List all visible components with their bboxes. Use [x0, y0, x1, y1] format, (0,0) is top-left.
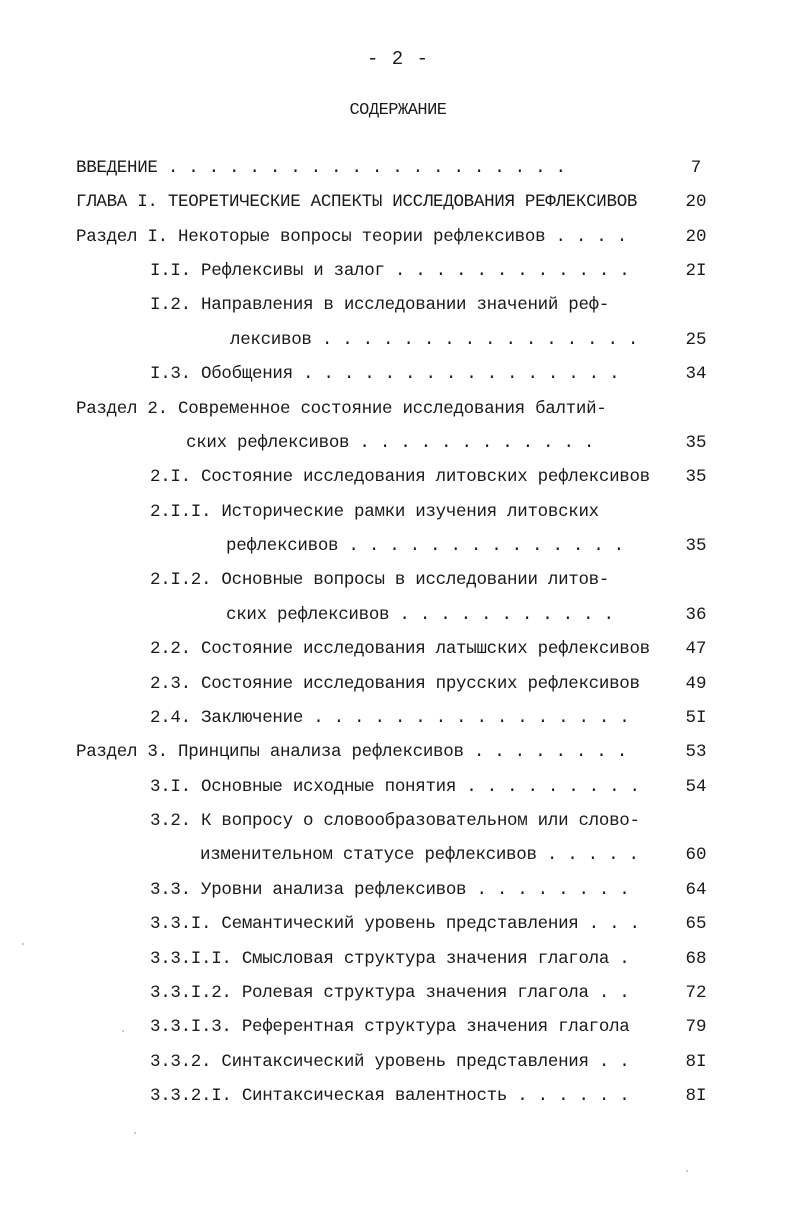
toc-entry-page: 54: [685, 777, 707, 797]
toc-entry-page: 35: [685, 536, 707, 556]
toc-entry-text: I.2. Направления в исследовании значений реф-: [150, 295, 610, 315]
toc-entry-text: 2.3. Состояние исследования прусских рефлексивов: [150, 674, 640, 694]
toc-entry-text: 2.4. Заключение . . . . . . . . . . . . . . . .: [150, 708, 630, 728]
toc-entry-text: 2.2. Состояние исследования латышских рефлексивов: [150, 639, 650, 659]
toc-entry-text: 3.3.I.3. Референтная структура значения глагола: [150, 1017, 630, 1037]
toc-title: СОДЕРЖАНИЕ: [349, 101, 447, 120]
toc-entry-page: 20: [685, 227, 707, 247]
toc-entry-text: 3.3.I. Семантический уровень представления . . .: [150, 914, 640, 934]
toc-entry-text: Раздел 3. Принципы анализа рефлексивов . . . . . . . .: [76, 742, 627, 762]
toc-entry-page: 20: [685, 192, 707, 212]
toc-entry-page: 72: [685, 983, 707, 1003]
toc-entry-text: изменительном статусе рефлексивов . . . . .: [200, 845, 639, 865]
toc-entry-text: 3.3. Уровни анализа рефлексивов . . . . . . . .: [150, 880, 630, 900]
toc-entry-text: лексивов . . . . . . . . . . . . . . . .: [230, 330, 639, 350]
scan-speck: [686, 1170, 688, 1172]
toc-entry-page: 35: [685, 467, 707, 487]
toc-entry-page: 7: [690, 158, 702, 178]
toc-entry-text: 2.I.I. Исторические рамки изучения литовских: [150, 502, 599, 522]
toc-entry-text: 3.3.I.2. Ролевая структура значения глагола . .: [150, 983, 630, 1003]
toc-entry-page: 34: [685, 364, 707, 384]
scan-speck: [22, 943, 24, 945]
toc-entry-text: 3.3.I.I. Смысловая структура значения глагола .: [150, 949, 630, 969]
scan-speck: [122, 1030, 124, 1032]
toc-entry-page: 2I: [685, 261, 707, 281]
toc-entry-text: 2.I.2. Основные вопросы в исследовании литов-: [150, 570, 610, 590]
page-number: - 2 -: [366, 48, 429, 70]
toc-entry-text: ских рефлексивов . . . . . . . . . . .: [226, 605, 614, 625]
toc-entry-text: ских рефлексивов . . . . . . . . . . . .: [186, 433, 595, 453]
toc-entry-text: ВВЕДЕНИЕ . . . . . . . . . . . . . . . . . . . .: [76, 158, 566, 178]
toc-entry-text: рефлексивов . . . . . . . . . . . . . .: [226, 536, 624, 556]
scan-speck: [134, 1132, 136, 1134]
toc-entry-page: 79: [685, 1017, 707, 1037]
toc-entry-text: Раздел 2. Современное состояние исследования балтий-: [76, 399, 607, 419]
toc-entry-text: I.3. Обобщения . . . . . . . . . . . . . . . .: [150, 364, 620, 384]
toc-entry-text: 3.I. Основные исходные понятия . . . . . . . . .: [150, 777, 640, 797]
toc-entry-page: 35: [685, 433, 707, 453]
toc-entry-text: 3.2. К вопросу о словообразовательном или слово-: [150, 811, 640, 831]
toc-entry-page: 8I: [685, 1052, 707, 1072]
toc-entry-text: I.I. Рефлексивы и залог . . . . . . . . . . . .: [150, 261, 630, 281]
toc-entry-page: 53: [685, 742, 707, 762]
toc-entry-page: 65: [685, 914, 707, 934]
toc-entry-page: 64: [685, 880, 707, 900]
toc-entry-text: 3.3.2.I. Синтаксическая валентность . . . . . .: [150, 1086, 630, 1106]
toc-entry-page: 25: [685, 330, 707, 350]
toc-entry-text: Раздел I. Некоторые вопросы теории рефлексивов . . . .: [76, 227, 627, 247]
toc-entry-text: 3.3.2. Синтаксический уровень представления . .: [150, 1052, 630, 1072]
toc-entry-page: 49: [685, 674, 707, 694]
toc-entry-text: ГЛАВА I. ТЕОРЕТИЧЕСКИЕ АСПЕКТЫ ИССЛЕДОВАНИЯ РЕФЛЕКСИВОВ: [76, 192, 638, 212]
toc-entry-page: 68: [685, 949, 707, 969]
toc-entry-text: 2.I. Состояние исследования литовских рефлексивов: [150, 467, 650, 487]
toc-entry-page: 47: [685, 639, 707, 659]
toc-entry-page: 36: [685, 605, 707, 625]
toc-entry-page: 5I: [685, 708, 707, 728]
toc-entry-page: 60: [685, 845, 707, 865]
toc-entry-page: 8I: [685, 1086, 707, 1106]
